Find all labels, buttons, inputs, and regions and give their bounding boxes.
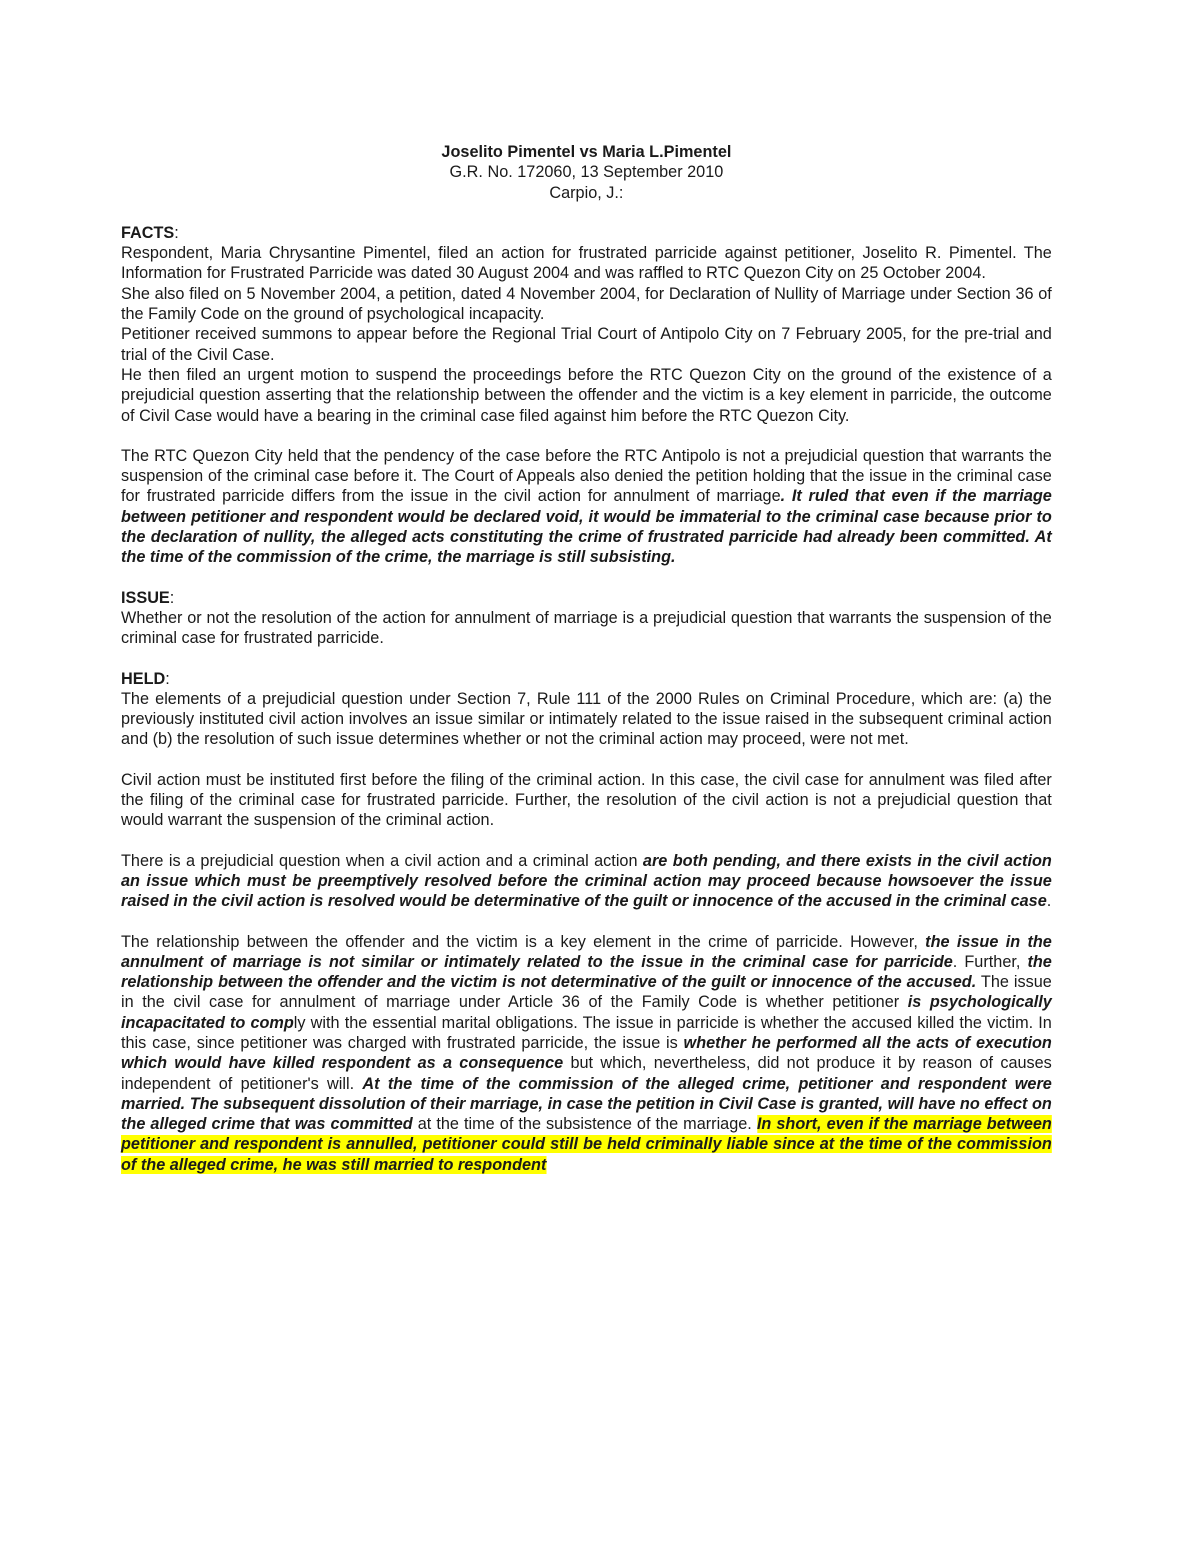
facts-p5-text: The RTC Quezon City held that the pendency of the case before the RTC Antipolo is not a prejudicial question that warrants the suspension of the criminal case before it. The Court of Appeals also denied the petition holding that the issue in the criminal case for frustrated parricide differs from the issue in the civil action for annulment of marriage bbox=[121, 446, 1052, 506]
held-p3-emphasis: are both pending, and there exists in the civil action an issue which must be preemptively resolved before the criminal action may proceed because howsoever the issue raised in the civil action is resolved would be determinative of the guilt or innocence of the accused in the criminal case bbox=[121, 851, 1052, 911]
issue-paragraph: Whether or not the resolution of the action for annulment of marriage is a prejudicial question that warrants the suspension of the criminal case for frustrated parricide. bbox=[121, 608, 1052, 648]
held-p4-highlighted-conclusion: In short, even if the marriage between petitioner and respondent is annulled, petitioner could still be held criminally liable since at the time of the commission of the alleged crime, he was still married to respondent bbox=[121, 1115, 1052, 1174]
held-p4-emphasis-d: the relationship between the offender and the victim is not determinative of the guilt or innocence of the accused. bbox=[121, 952, 1052, 992]
facts-paragraph-1: Respondent, Maria Chrysantine Pimentel, filed an action for frustrated parricide against petitioner, Joselito R. Pimentel. The Information for Frustrated Parricide was dated 30 August 2004 and was raffled to RTC Quezon City on 25 October 2004. bbox=[121, 244, 1052, 283]
held-p4-text-g: ly with the essential marital obligations. The issue in parricide is whether the accused killed the victim. In this case, since petitioner was charged with frustrated parricide, the issue is bbox=[121, 1013, 1052, 1052]
held-heading-label: HELD bbox=[121, 669, 166, 688]
held-p4-emphasis-h: whether he performed all the acts of execution which would have killed respondent as a consequence bbox=[121, 1033, 1052, 1073]
facts-heading-label: FACTS bbox=[121, 223, 175, 242]
held-p4-text-i: but which, nevertheless, did not produce it by reason of causes independent of petitioner's will. bbox=[121, 1054, 1052, 1093]
held-paragraph-2: Civil action must be instituted first before the filing of the criminal action. In this case, the civil case for annulment was filed after the filing of the criminal case for frustrated parricide. Further, the resolution of the civil action is not a prejudicial question that would warrant the suspension of the criminal action. bbox=[121, 770, 1052, 830]
facts-paragraph-4: He then filed an urgent motion to suspend the proceedings before the RTC Quezon City on the ground of the existence of a prejudicial question asserting that the relationship between the offender and the victim is a key element in parricide, the outcome of Civil Case would have a bearing in the criminal case filed against him before the RTC Quezon City. bbox=[121, 365, 1052, 425]
held-p4-emphasis-j: At the time of the commission of the alleged crime, petitioner and respondent were married. The subsequent dissolution of their marriage, in case the petition in Civil Case is granted, will have no effect on the alleged crime that was committed bbox=[121, 1074, 1052, 1134]
facts-heading: FACTS: bbox=[121, 223, 179, 242]
held-paragraph-1: The elements of a prejudicial question under Section 7, Rule 111 of the 2000 Rules on Criminal Procedure, which are: (a) the previously instituted civil action involves an issue similar or intimately related to the issue raised in the subsequent criminal action and (b) the resolution of such issue determines whether or not the criminal action may proceed, were not met. bbox=[121, 689, 1052, 749]
facts-p5-emphasis: . It ruled that even if the marriage between petitioner and respondent would be declared void, it would be immaterial to the criminal case because prior to the declaration of nullity, the alleged acts constituting the crime of frustrated parricide had already been committed. At the time of the commission of the crime, the marriage is still subsisting. bbox=[121, 487, 1052, 567]
held-p4-text-a: The relationship between the offender and the victim is a key element in the crime of parricide. However, bbox=[121, 932, 926, 951]
case-title: Joselito Pimentel vs Maria L.Pimentel bbox=[441, 143, 732, 161]
held-heading: HELD: bbox=[121, 669, 170, 688]
facts-paragraph-3: Petitioner received summons to appear before the Regional Trial Court of Antipolo City on 7 February 2005, for the pre-trial and trial of the Civil Case. bbox=[121, 325, 1052, 364]
issue-heading-label: ISSUE bbox=[121, 588, 170, 607]
held-p4-text-e: The issue in the civil case for annulment of marriage under Article 36 of the Family Code is whether petitioner bbox=[121, 973, 1052, 1012]
facts-paragraph-5 bbox=[121, 446, 1052, 568]
case-header bbox=[121, 142, 1052, 203]
issue-heading: ISSUE: bbox=[121, 588, 175, 607]
held-p4-emphasis-b: the issue in the annulment of marriage is not similar or intimately related to the issue in the criminal case for parricide bbox=[121, 932, 1052, 971]
held-p4-emphasis-f: is psychologically incapacitated to comp bbox=[121, 993, 1052, 1032]
held-p4-text-k: at the time of the subsistence of the marriage. bbox=[412, 1115, 757, 1134]
case-gr-number: G.R. No. 172060, 13 September 2010 bbox=[449, 163, 724, 182]
held-p4-text-c: . Further, bbox=[952, 952, 1028, 971]
held-paragraph-3 bbox=[121, 851, 1052, 912]
document-page bbox=[121, 142, 1052, 1175]
case-ponente: Carpio, J.: bbox=[549, 183, 624, 202]
held-p3-end: . bbox=[1046, 892, 1052, 911]
facts-paragraph-2: She also filed on 5 November 2004, a petition, dated 4 November 2004, for Declaration of Nullity of Marriage under Section 36 of the Family Code on the ground of psychological incapacity. bbox=[121, 284, 1052, 324]
held-paragraph-4 bbox=[121, 932, 1052, 1176]
held-p3-text: There is a prejudicial question when a civil action and a criminal action bbox=[121, 851, 643, 870]
